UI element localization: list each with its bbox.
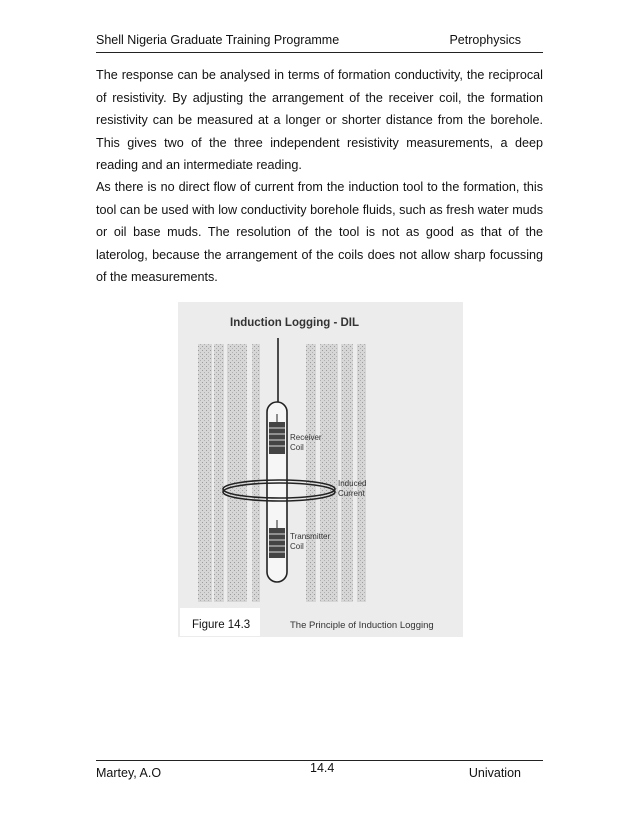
receiver-label-line-2: Coil — [290, 443, 304, 452]
footer-author: Martey, A.O — [96, 766, 162, 780]
page-header — [96, 30, 543, 53]
body-paragraph-1: The response can be analysed in terms of formation conductivity, the reciprocal of resistivity. By adjusting the arrangement of the receiver coil, the formation resistivity can be measured at a longer or shorter distance from the borehole. This gives two of the three independent resistivity measurements, a deep reading and an intermediate reading. — [96, 68, 543, 172]
receiver-label-line-1: Receiver — [290, 433, 322, 442]
footer-publisher: Univation — [468, 766, 521, 780]
page-footer — [96, 760, 543, 791]
figure-title: Induction Logging - DIL — [230, 317, 360, 329]
figure-caption: The Principle of Induction Logging — [290, 620, 434, 631]
transmitter-label-line-1: Transmitter — [290, 532, 331, 541]
induced-label-line-1: Induced — [338, 479, 367, 488]
header-section: Petrophysics — [449, 33, 521, 47]
formation-left — [198, 344, 260, 602]
body-paragraph-2: As there is no direct flow of current from the induction tool to the formation, this tool can be used with low conductivity borehole fluids, such as fresh water muds or oil base muds. The resolution of the tool is not as good as that of the laterolog, because the arrangement of the coils does not allow sharp focussing of the measurements. — [96, 180, 543, 284]
induced-label-line-2: Current — [338, 489, 365, 498]
transmitter-label-line-2: Coil — [290, 542, 304, 551]
page-number: 14.4 — [310, 761, 335, 775]
formation-right — [306, 344, 366, 602]
induction-logging-figure — [178, 302, 463, 637]
figure-number: Figure 14.3 — [192, 619, 251, 631]
header-title: Shell Nigeria Graduate Training Programme — [96, 33, 340, 47]
